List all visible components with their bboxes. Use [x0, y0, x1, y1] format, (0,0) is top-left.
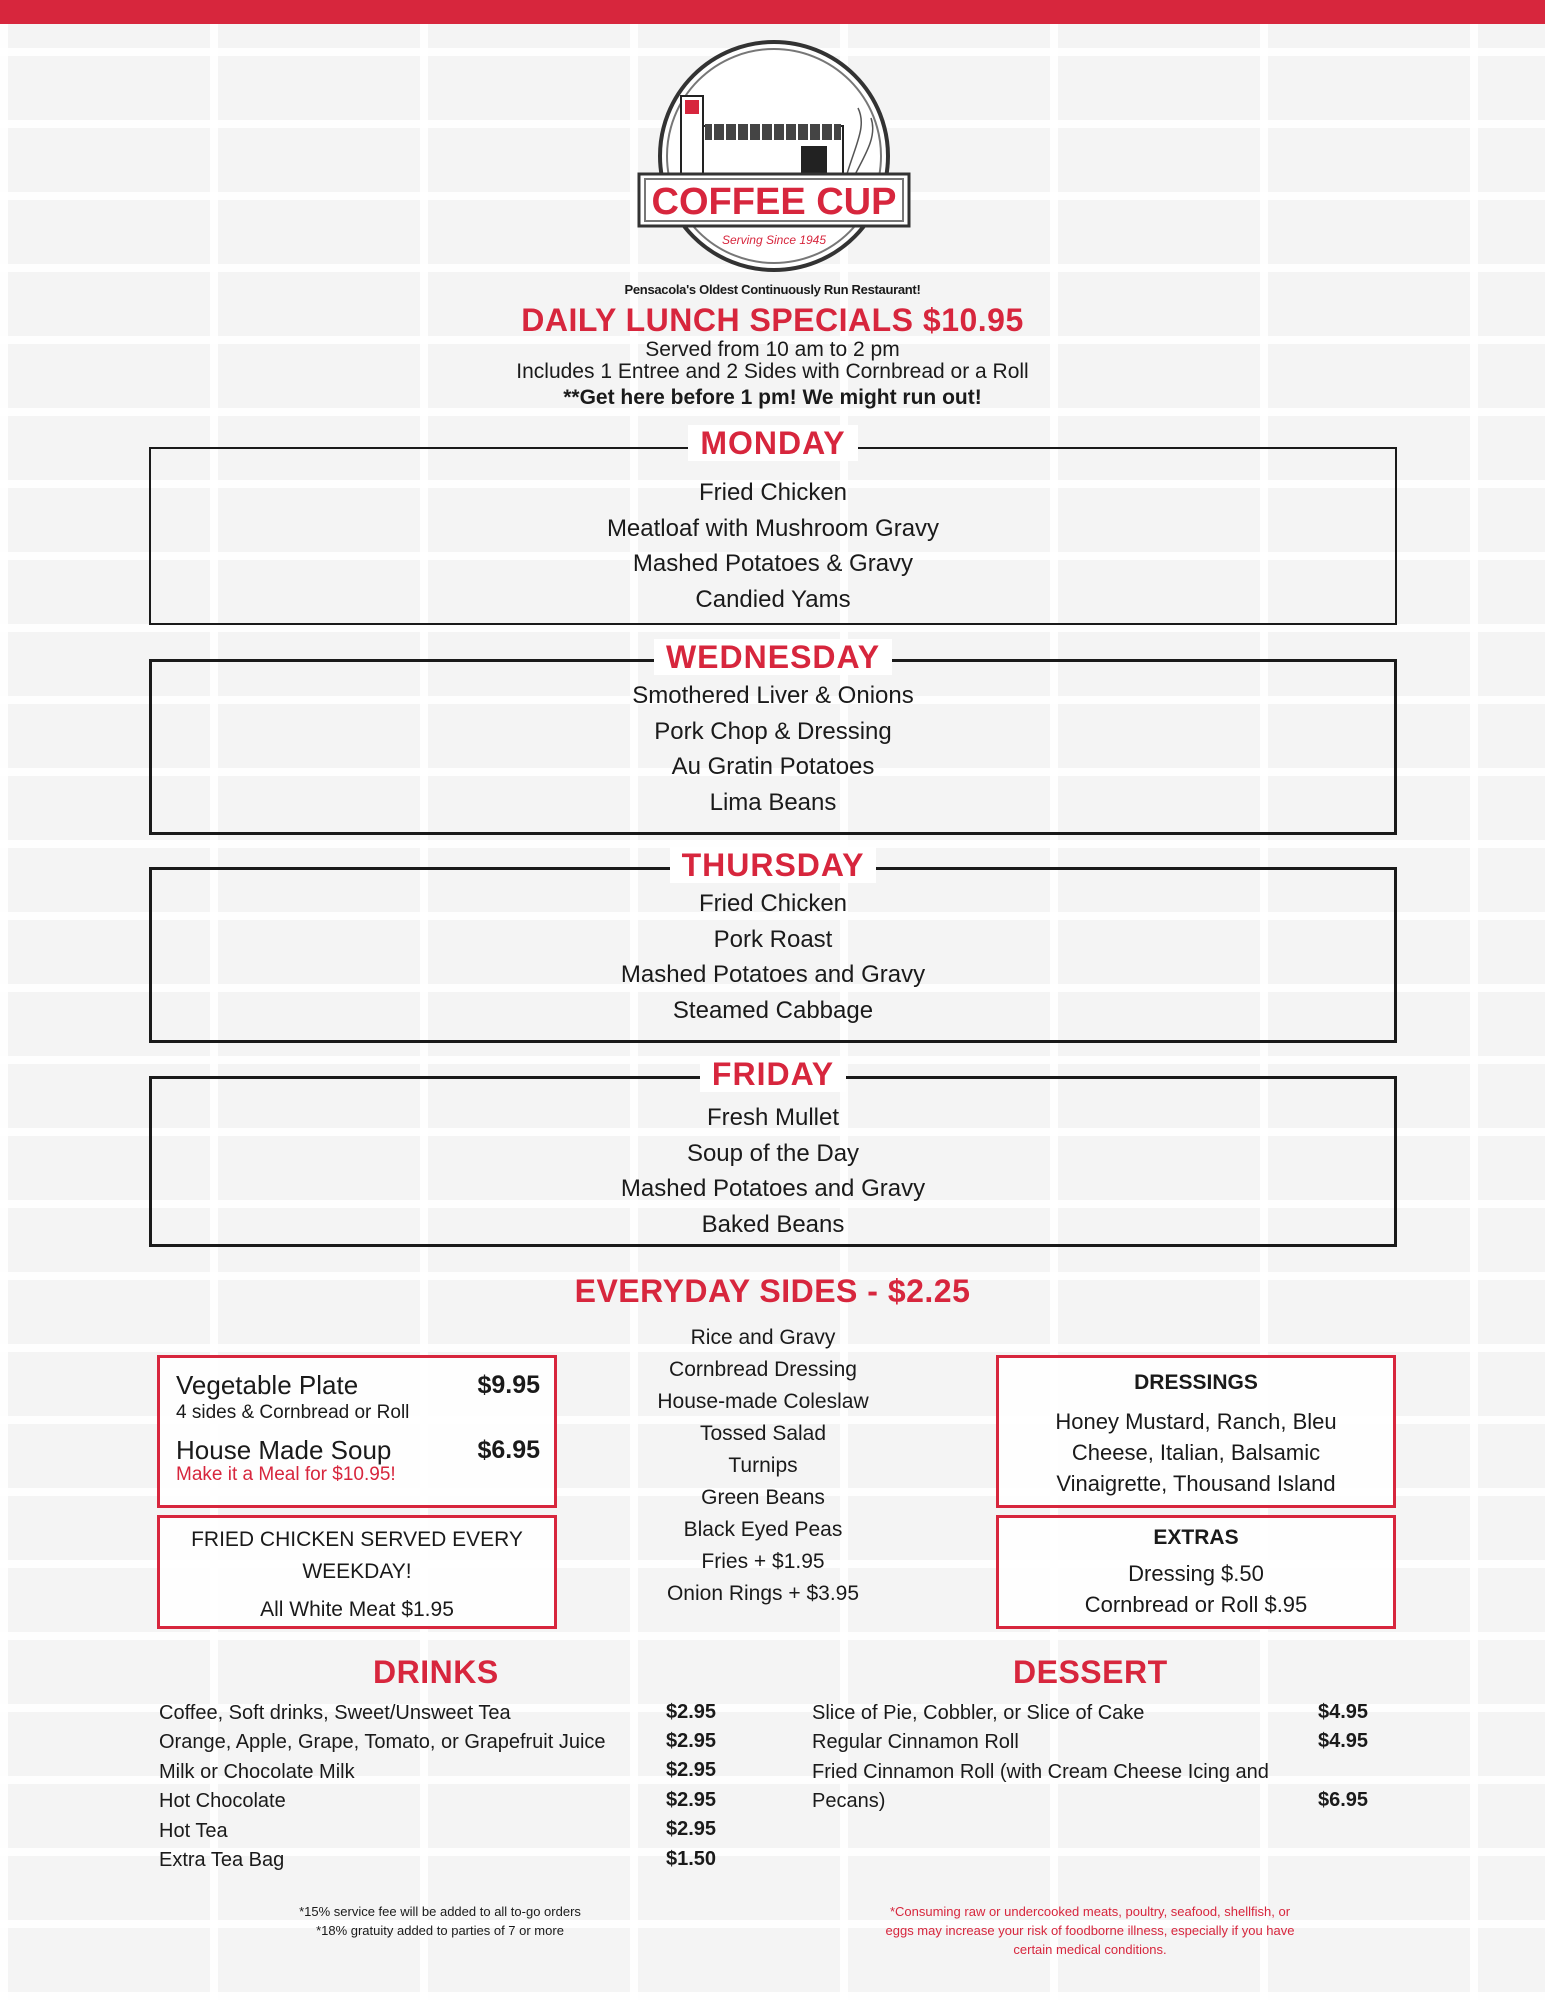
menu-item: Au Gratin Potatoes [671, 753, 875, 780]
side-item: Rice and Gravy [690, 1326, 836, 1349]
raw-note-1: *Consuming raw or undercooked meats, poultry, seafood, shellfish, or [889, 1904, 1291, 1919]
logo-since: Serving Since 1945 [721, 233, 827, 247]
extras-line-2: Cornbread or Roll $.95 [1084, 1592, 1308, 1617]
dressings-box [996, 1355, 1396, 1508]
dessert-item: Fried Cinnamon Roll (with Cream Cheese Icing and [812, 1761, 1269, 1783]
raw-note-2: eggs may increase your risk of foodborne illness, especially if you have [885, 1923, 1295, 1938]
day-box-monday [149, 425, 1397, 625]
drink-item: Coffee, Soft drinks, Sweet/Unsweet Tea [159, 1702, 511, 1724]
vegetable-plate-price: $9.95 [477, 1371, 540, 1399]
drink-item: Milk or Chocolate Milk [159, 1761, 355, 1783]
vegetable-plate-label: Vegetable Plate [176, 1370, 359, 1400]
menu-item: Mashed Potatoes & Gravy [632, 550, 914, 577]
soup-price: $6.95 [477, 1436, 540, 1464]
day-title: THURSDAY [670, 847, 877, 883]
extras-box [996, 1515, 1396, 1629]
menu-item: Mashed Potatoes and Gravy [620, 961, 926, 988]
plates-box [157, 1355, 557, 1508]
logo-name: COFFEE CUP [651, 181, 897, 223]
side-item: Tossed Salad [699, 1422, 827, 1445]
includes-text: Includes 1 Entree and 2 Sides with Cornbread or a Roll [516, 360, 1029, 383]
menu-item: Pork Roast [713, 925, 833, 953]
tagline: Pensacola's Oldest Continuously Run Restaurant! [624, 282, 921, 297]
dessert-title: DESSERT [1013, 1654, 1168, 1690]
side-item: Onion Rings + $3.95 [666, 1582, 860, 1605]
service-note-2: *18% gratuity added to parties of 7 or more [316, 1923, 564, 1938]
soup-meal-note: Make it a Meal for $10.95! [176, 1464, 396, 1485]
drink-price: $2.95 [666, 1818, 717, 1840]
menu-item: Fried Chicken [698, 479, 848, 506]
menu-item: Candied Yams [695, 585, 851, 613]
side-item: House-made Coleslaw [657, 1390, 869, 1413]
extras-title: EXTRAS [1153, 1526, 1239, 1549]
drink-price: $2.95 [666, 1730, 717, 1752]
menu-item: Meatloaf with Mushroom Gravy [606, 514, 940, 542]
extras-line-1: Dressing $.50 [1128, 1561, 1264, 1586]
service-note [240, 1902, 640, 1940]
day-box-wednesday [149, 639, 1397, 835]
drink-price: $2.95 [666, 1759, 717, 1781]
side-item: Green Beans [701, 1486, 825, 1509]
dressings-line-2: Cheese, Italian, Balsamic [1071, 1440, 1321, 1465]
side-item: Fries + $1.95 [701, 1550, 825, 1573]
menu-item: Lima Beans [709, 788, 837, 816]
sides-list [563, 1322, 963, 1610]
drink-item: Orange, Apple, Grape, Tomato, or Grapefruit Juice [159, 1731, 606, 1753]
sides-title: EVERYDAY SIDES - $2.25 [574, 1273, 971, 1309]
side-item: Turnips [728, 1454, 798, 1477]
chicken-line-1: FRIED CHICKEN SERVED EVERY [191, 1528, 523, 1551]
service-note-1: *15% service fee will be added to all to-go orders [299, 1904, 581, 1919]
page-headline: DAILY LUNCH SPECIALS $10.95 [521, 302, 1024, 338]
menu-item: Mashed Potatoes and Gravy [620, 1175, 926, 1202]
dessert-price: $6.95 [1318, 1789, 1369, 1811]
dessert-item: Slice of Pie, Cobbler, or Slice of Cake [812, 1702, 1145, 1724]
vegetable-plate-sub: 4 sides & Cornbread or Roll [176, 1402, 410, 1423]
drink-item: Extra Tea Bag [159, 1849, 285, 1871]
day-box-friday [149, 1056, 1397, 1247]
fried-chicken-box [157, 1515, 557, 1629]
raw-food-warning [840, 1902, 1340, 1959]
drink-item: Hot Chocolate [159, 1790, 286, 1812]
day-title: FRIDAY [700, 1056, 846, 1092]
drink-item: Hot Tea [159, 1820, 228, 1842]
dressings-line-1: Honey Mustard, Ranch, Bleu [1055, 1409, 1337, 1434]
chicken-line-2: WEEKDAY! [302, 1560, 412, 1583]
dressings-title: DRESSINGS [1134, 1371, 1258, 1394]
coffee-cup-logo [633, 38, 915, 278]
soup-label: House Made Soup [176, 1435, 392, 1465]
menu-item: Pork Chop & Dressing [654, 717, 892, 745]
side-item: Black Eyed Peas [683, 1518, 843, 1541]
menu-item: Baked Beans [701, 1210, 845, 1238]
served-hours: Served from 10 am to 2 pm [645, 338, 900, 361]
menu-item: Soup of the Day [686, 1139, 860, 1167]
run-out-warning: **Get here before 1 pm! We might run out! [563, 386, 982, 409]
day-title: WEDNESDAY [654, 639, 892, 675]
chicken-line-3: All White Meat $1.95 [260, 1598, 454, 1621]
menu-item: Smothered Liver & Onions [632, 682, 914, 709]
dressings-line-3: Vinaigrette, Thousand Island [1056, 1471, 1336, 1496]
dessert-item: Regular Cinnamon Roll [812, 1731, 1019, 1753]
menu-item: Steamed Cabbage [672, 996, 874, 1024]
menu-item: Fresh Mullet [706, 1104, 840, 1131]
top-red-bar [0, 0, 1545, 24]
dessert-price: $4.95 [1318, 1701, 1369, 1723]
drink-price: $1.50 [666, 1848, 717, 1870]
side-item: Cornbread Dressing [669, 1358, 857, 1381]
drink-price: $2.95 [666, 1789, 717, 1811]
dessert-item: Pecans) [812, 1790, 886, 1812]
dessert-price: $4.95 [1318, 1730, 1369, 1752]
menu-item: Fried Chicken [698, 890, 848, 917]
day-box-thursday [149, 847, 1397, 1043]
day-title: MONDAY [688, 425, 857, 461]
drink-price: $2.95 [666, 1701, 717, 1723]
raw-note-3: certain medical conditions. [1013, 1942, 1167, 1957]
drinks-title: DRINKS [373, 1654, 499, 1690]
